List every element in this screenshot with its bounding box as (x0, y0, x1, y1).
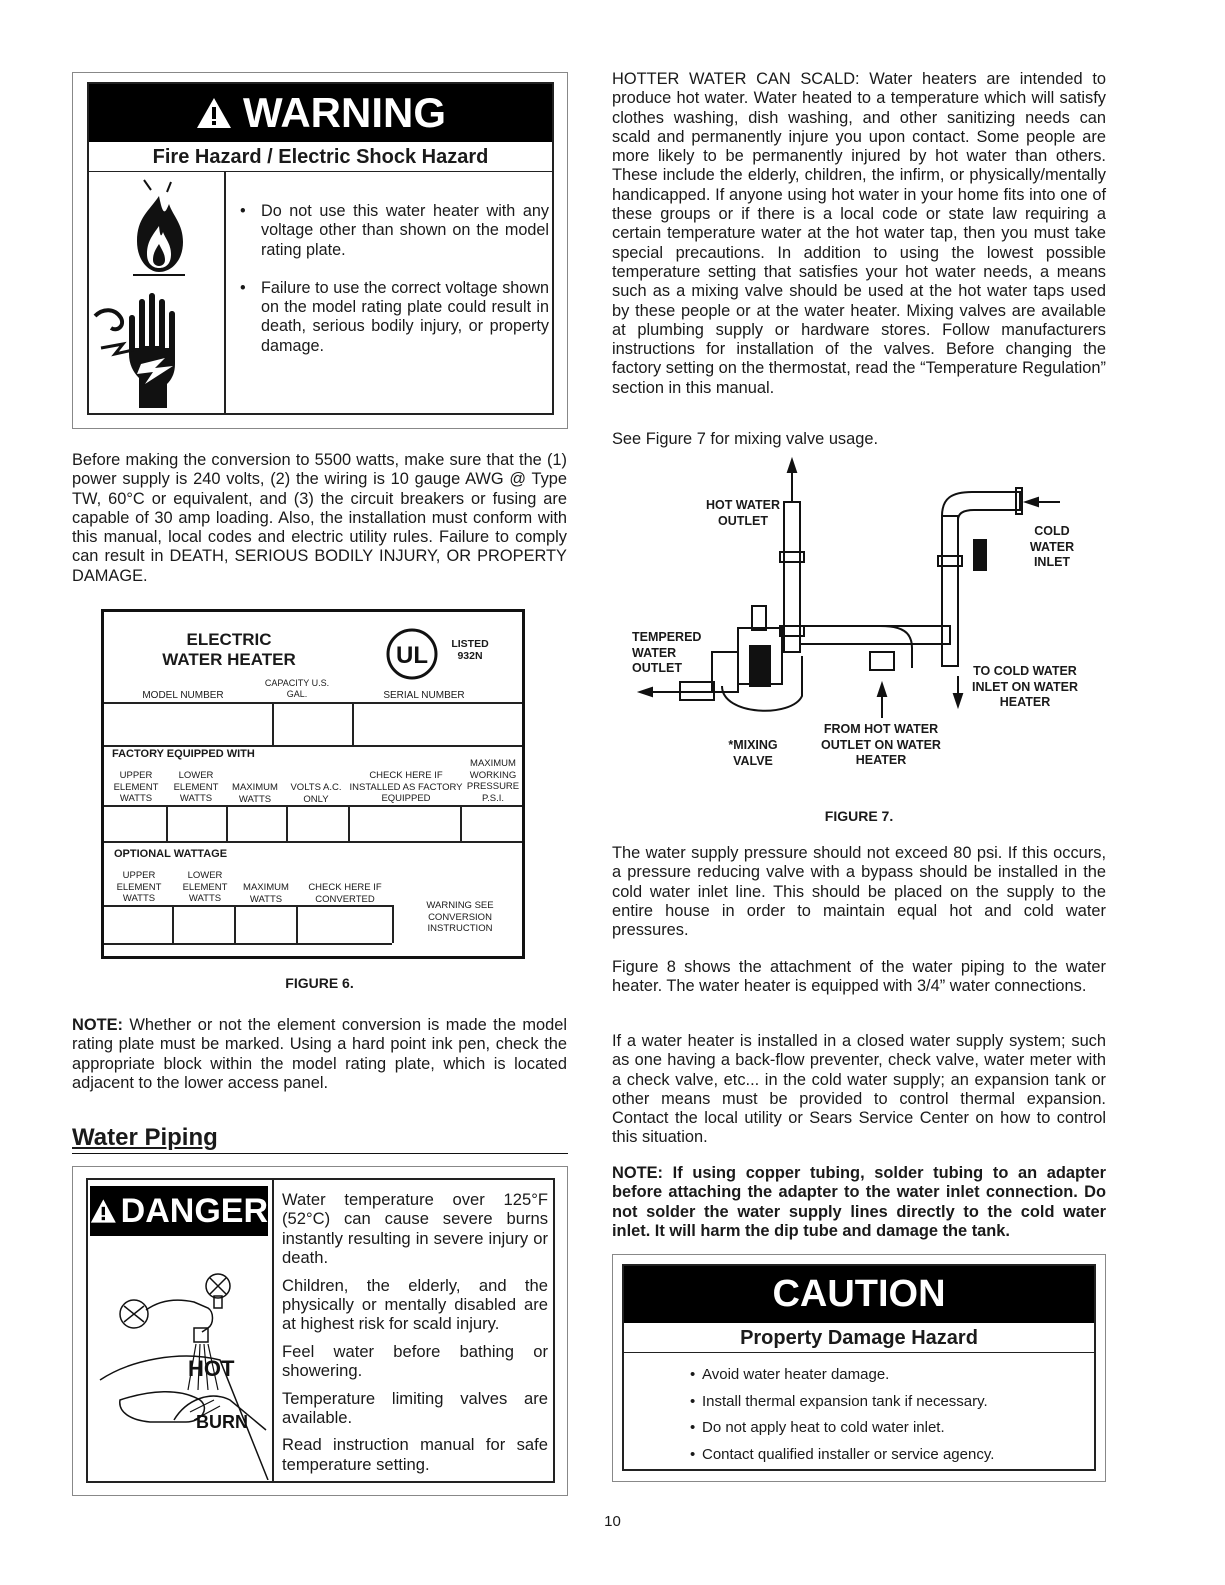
plate-model-number-label: MODEL NUMBER (142, 690, 224, 701)
hot-water-burn-illustration-icon (90, 1250, 270, 1480)
pressure-paragraph: The water supply pressure should not exceed 80 psi. If this occurs, a pressure reducing valve with a bypass should be installed in the cold water inlet line. This should be placed on the supply to the entire house in order to maintain equal hot and cold water pressures. (612, 844, 1106, 940)
label-hot-water-outlet: HOT WATER OUTLET (705, 498, 781, 528)
danger-title: DANGER (120, 1191, 268, 1230)
figure7-mixing-valve-diagram (612, 456, 1106, 776)
burn-word: BURN (196, 1412, 248, 1432)
warning-bullet: • Failure to use the correct voltage shown on the model rating plate could result in death, serious bodily injury, or property damage. (237, 279, 549, 356)
warning-title: WARNING (243, 89, 446, 136)
label-mixing-valve: *MIXING VALVE (728, 738, 778, 768)
closed-system-paragraph: If a water heater is installed in a closed water supply system; such as one having a back-flow preventer, check valve, water meter with a check valve, etc... in the cold water supply; an expansion tank or other means must be provided to control thermal expansion. Contact the local utility or Sears Service Center on how to control this situation. (612, 1032, 1106, 1147)
plate-factory-col: UPPER ELEMENT WATTS (113, 770, 159, 804)
warning-subtitle: Fire Hazard / Electric Shock Hazard (89, 142, 552, 172)
plate-factory-col: LOWER ELEMENT WATTS (173, 770, 219, 804)
caution-box (622, 1264, 1096, 1471)
plate-serial-number-label: SERIAL NUMBER (383, 690, 465, 701)
warning-bullet-list (237, 202, 549, 375)
caution-banner: CAUTION (624, 1266, 1094, 1323)
figure7-caption: FIGURE 7. (824, 808, 894, 824)
caution-bullet: • Contact qualified installer or service agency. (690, 1442, 994, 1469)
plate-title-water-heater: WATER HEATER (162, 650, 296, 669)
danger-divider (272, 1180, 274, 1483)
ul-listed-logo-icon (386, 628, 438, 680)
caution-bullet: • Avoid water heater damage. (690, 1362, 994, 1389)
plate-optional-col: CHECK HERE IF CONVERTED (308, 882, 382, 905)
caution-bullet: • Install thermal expansion tank if necessary. (690, 1389, 994, 1416)
danger-paragraph: Temperature limiting valves are available. (282, 1388, 548, 1428)
model-rating-plate (101, 609, 525, 959)
label-from-hot-water-outlet: FROM HOT WATER OUTLET ON WATER HEATER (821, 722, 941, 767)
plate-capacity: CAPACITY U.S. GAL. (264, 678, 330, 699)
page-number: 10 (604, 1513, 621, 1530)
label-tempered-water-outlet: TEMPERED WATER OUTLET (632, 630, 702, 675)
scald-paragraph: HOTTER WATER CAN SCALD: Water heaters are intended to produce hot water. Water heated to a temperature which will satisfy clothes washing, dish washing, and other sanitizing needs can scald and permanently injure you upon contact. Some people are more likely to be permanently injured by hot water than others. These include the elderly, children, the infirm, or physically/mentally handicapped. If anyone using hot water in your home fits into one of these groups or if there is a local code or state law requiring a certain temperature water at the hot water tap, then you must take special precautions. In addition to using the lowest possible temperature setting that satisfies your hot water needs, a means such as a mixing valve should be used at the hot water taps used by these people or at the water heater. Mixing valves are available at plumbing supply or hardware stores. Follow manufacturers instructions for installation of the valves. Before changing the factory setting on the thermostat, read the “Temperature Regulation” section in this manual. (612, 70, 1106, 397)
plate-factory-col: CHECK HERE IF INSTALLED AS FACTORY EQUIPPED (349, 770, 463, 804)
warning-divider (224, 172, 226, 415)
note-text: Whether or not the element conversion is made the model rating plate must be marked. Using a hard point ink pen, check the appropriate block within the model rating plate, which is located adjacent to the lower access panel. (72, 1016, 567, 1092)
caution-bullet: • Do not apply heat to cold water inlet. (690, 1415, 994, 1442)
danger-box (86, 1178, 555, 1483)
water-piping-heading-rule (72, 1124, 568, 1154)
plate-factory-col: MAXIMUM WORKING PRESSURE P.S.I. (466, 758, 520, 804)
label-to-cold-water-inlet: TO COLD WATER INLET ON WATER HEATER (971, 664, 1078, 709)
ul-mark-text: UL (396, 642, 428, 669)
copper-tubing-note: NOTE: If using copper tubing, solder tubing to an adapter before attaching the adapter to the water inlet connection. Do not solder the water supply lines directly to the cold water inlet. It will harm the dip tube and damage the tank. (612, 1164, 1106, 1240)
warning-banner (89, 84, 552, 142)
note-label: NOTE: (72, 1016, 123, 1034)
electric-shock-hand-icon (93, 288, 203, 410)
plate-optional-col: UPPER ELEMENT WATTS (116, 870, 162, 904)
plate-title-electric: ELECTRIC (186, 630, 272, 649)
danger-triangle-icon (90, 1196, 117, 1226)
danger-paragraph: Read instruction manual for safe temperature setting. (282, 1435, 548, 1474)
plate-factory-equipped: FACTORY EQUIPPED WITH (112, 748, 255, 760)
label-cold-water-inlet: COLD WATER INLET (1029, 524, 1075, 569)
see-figure7-line: See Figure 7 for mixing valve usage. (612, 430, 879, 448)
caution-bullet-list (690, 1362, 994, 1468)
warning-box (87, 82, 554, 415)
plate-factory-col: MAXIMUM WATTS (232, 782, 278, 805)
plate-optional-wattage: OPTIONAL WATTAGE (114, 848, 228, 860)
warning-bullet: • Do not use this water heater with any voltage other than shown on the model rating plate. (237, 202, 549, 260)
warning-triangle-icon (195, 96, 233, 130)
caution-subtitle: Property Damage Hazard (624, 1323, 1094, 1353)
figure6-caption: FIGURE 6. (285, 975, 354, 991)
plate-factory-col: VOLTS A.C. ONLY (290, 782, 342, 805)
hot-word: HOT (188, 1356, 235, 1381)
plate-optional-col: MAXIMUM WATTS (243, 882, 289, 905)
plate-optional-col: LOWER ELEMENT WATTS (182, 870, 228, 904)
danger-paragraph: Water temperature over 125°F (52°C) can cause severe burns instantly resulting in severe injury or death. (282, 1190, 548, 1268)
plate-warning-note: WARNING SEE CONVERSION INSTRUCTION (426, 900, 494, 934)
section-heading: Water Piping (72, 1124, 218, 1151)
danger-text (282, 1190, 548, 1482)
figure8-paragraph: Figure 8 shows the attachment of the water piping to the water heater. The water heater is equipped with 3/4” water connections. (612, 958, 1106, 996)
danger-paragraph: Feel water before bathing or showering. (282, 1341, 548, 1381)
plate-listed: LISTED (451, 638, 489, 650)
element-conversion-note (72, 1016, 567, 1093)
danger-paragraph: Children, the elderly, and the physically or mentally disabled are at highest risk for scald injury. (282, 1275, 548, 1334)
danger-banner (90, 1186, 268, 1236)
intro-paragraph: Before making the conversion to 5500 watts, make sure that the (1) power supply is 240 volts, (2) the wiring is 10 gauge AWG @ Type TW, 60°C or equivalent, and (3) the circuit breakers or fusing are capable of 30 amp loading. Also, the installation must conform with this manual, local codes and electric utility rules. Failure to comply can result in DEATH, SERIOUS BODILY INJURY, OR PROPERTY DAMAGE. (72, 451, 567, 585)
fire-icon (119, 176, 199, 276)
plate-listed-code: 932N (457, 650, 483, 662)
